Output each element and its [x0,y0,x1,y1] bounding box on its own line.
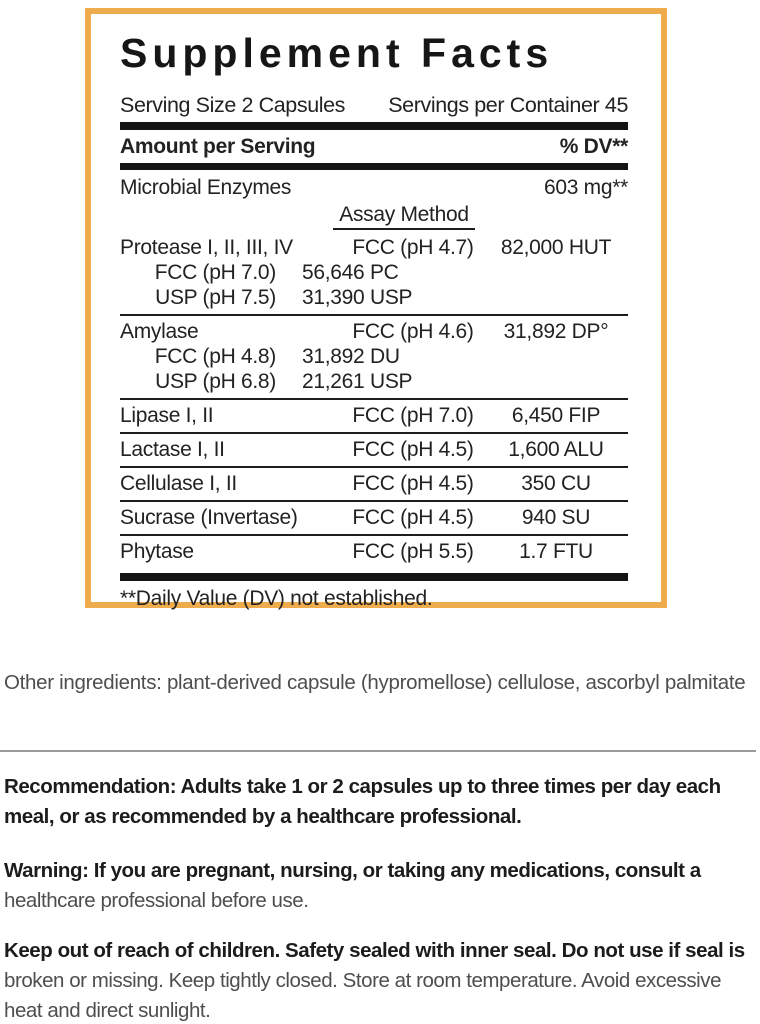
enzyme-row-protease [120,232,628,314]
panel-title: Supplement Facts [120,30,554,76]
amount-per-serving-header: Amount per Serving [120,135,316,158]
table-row [120,471,628,496]
rule-thick-top [120,122,628,130]
enzyme-amount: 82,000 HUT [500,236,612,259]
microbial-enzymes-name: Microbial Enzymes [120,176,292,199]
microbial-enzymes-row [120,170,628,200]
enzyme-name: Lactase I, II [120,438,225,461]
enzyme-row-cellulase [120,466,628,500]
table-subrow [120,285,628,310]
assay-method: FCC (pH 4.8) [154,345,276,368]
percent-dv-header: % DV** [559,135,628,158]
warning-bold-text: Warning: If you are pregnant, nursing, or taking any medications, consult a [4,859,701,882]
assay-method: FCC (pH 7.0) [352,404,474,427]
enzyme-row-sucrase [120,500,628,534]
enzyme-name: Phytase [120,540,194,563]
assay-method: FCC (pH 7.0) [154,261,276,284]
table-row [120,235,628,260]
enzyme-row-phytase [120,534,628,568]
enzyme-amount: 21,261 USP [302,370,413,393]
enzyme-table [120,232,628,568]
assay-method: FCC (pH 4.7) [352,236,474,259]
table-row [120,539,628,564]
table-subrow [120,369,628,394]
warning-paragraph [4,856,754,916]
enzyme-name: Protease I, II, III, IV [120,236,293,259]
enzyme-row-lipase [120,398,628,432]
assay-method: FCC (pH 5.5) [352,540,474,563]
keep-bold-text: Keep out of reach of children. Safety sealed with inner seal. Do not use if seal is [4,939,745,962]
supplement-facts-panel [85,8,667,608]
warning-regular-text: healthcare professional before use. [4,889,309,912]
enzyme-name: Cellulase I, II [120,472,237,495]
assay-method: FCC (pH 4.6) [352,320,474,343]
serving-row [120,92,628,118]
section-divider [0,750,756,752]
enzyme-amount: 1.7 FTU [519,540,593,563]
rule-thick-bottom [120,573,628,581]
assay-method: USP (pH 7.5) [155,286,276,309]
assay-method: FCC (pH 4.5) [352,472,474,495]
table-row [120,505,628,530]
rule-thick-mid [120,163,628,170]
microbial-enzymes-amount: 603 mg** [544,176,628,199]
table-row [120,437,628,462]
enzyme-amount: 6,450 FIP [511,404,601,427]
assay-method: USP (pH 6.8) [155,370,276,393]
enzyme-amount: 940 SU [521,506,591,529]
table-subrow [120,260,628,285]
enzyme-amount: 31,892 DU [302,345,400,368]
keep-out-of-reach-paragraph [4,936,754,1024]
enzyme-name: Sucrase (Invertase) [120,506,298,529]
table-row [120,319,628,344]
assay-method: FCC (pH 4.5) [352,506,474,529]
enzyme-row-lactase [120,432,628,466]
assay-method: FCC (pH 4.5) [352,438,474,461]
table-subrow [120,344,628,369]
dv-footnote: **Daily Value (DV) not established. [120,587,433,610]
enzyme-name: Lipase I, II [120,404,214,427]
enzyme-name: Amylase [120,320,199,343]
other-ingredients-text: Other ingredients: plant-derived capsule (hypromellose) cellulose, ascorbyl palmitate [4,671,746,694]
column-header-row [120,130,628,163]
recommendation-paragraph [4,772,754,832]
assay-method-header: Assay Method [333,202,475,230]
table-row [120,403,628,428]
enzyme-amount: 56,646 PC [302,261,399,284]
enzyme-amount: 350 CU [521,472,591,495]
enzyme-amount: 31,892 DP° [503,320,609,343]
serving-size: Serving Size 2 Capsules [120,93,346,117]
servings-per-container: Servings per Container 45 [388,93,628,117]
keep-regular-text: broken or missing. Keep tightly closed. Store at room temperature. Avoid excessive heat and direct sunlight. [4,969,722,1022]
enzyme-amount: 1,600 ALU [508,438,604,461]
enzyme-amount: 31,390 USP [302,286,413,309]
recommendation-text: Recommendation: Adults take 1 or 2 capsules up to three times per day each meal, or as recommended by a healthcare professional. [4,775,721,828]
enzyme-row-amylase [120,314,628,398]
